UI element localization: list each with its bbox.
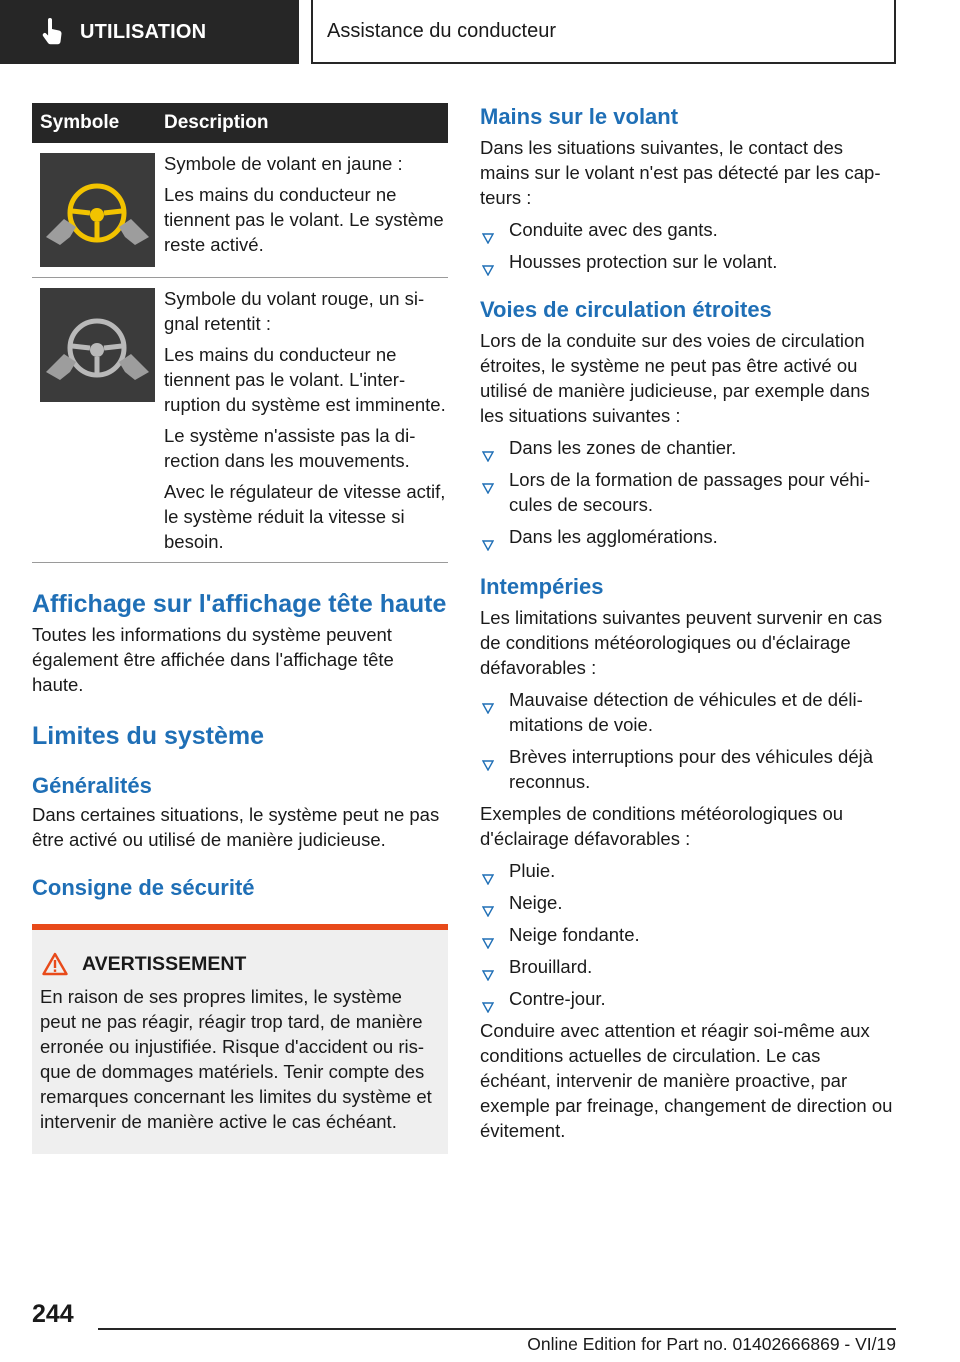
list-item: Contre-jour. [480,986,896,1011]
footer-divider [98,1328,896,1330]
section-tab[interactable] [0,0,299,64]
description-column-header: Description [156,103,448,143]
weather-list [480,687,896,794]
hands-list [480,217,896,274]
symbol-table-header [32,103,448,143]
symbol-description: Symbole du volant rouge, un signal retentit : [164,288,425,334]
general-subtitle: Généralités [32,773,152,798]
general-text: Dans certaines situations, le système peut ne pas être activé ou utilisé de manière judicieuse. [32,804,440,850]
steering-wheel-yellow-icon [40,153,155,267]
triangle-bullet-icon [482,532,494,543]
steering-wheel-red-icon [40,288,155,402]
list-item: Dans les agglomérations. [480,524,896,549]
limits-section-title: Limites du système [32,722,265,750]
triangle-bullet-icon [482,962,494,973]
symbol-description: Le système n'assiste pas la direction dans les mouvements. [164,425,416,471]
hands-section-title: Mains sur le volant [480,104,679,129]
list-item: Lors de la formation de passages pour véhicules de secours. [480,467,896,517]
symbol-column-header: Symbole [32,103,156,143]
hud-section-title: Affichage sur l'affichage tête haute [32,590,447,618]
weather-section-text: Les limitations suivantes peuvent survenir en cas de conditions météorologiques ou d'éclairage défavorables : [480,607,883,678]
warning-title: AVERTISSEMENT [82,952,247,975]
lanes-section-title: Voies de circulation étroites [480,297,772,322]
triangle-bullet-icon [482,443,494,454]
warning-text: En raison de ses propres limites, le système peut ne pas réagir, réagir trop tard, de manière erronée ou injustifiée. Risque d'accident ou risque de dommages matériels. Tenir compte des remarques concernant les limites du système et intervenir de manière active le cas échéant. [40,986,432,1132]
triangle-bullet-icon [482,257,494,268]
list-item: Neige. [480,890,896,915]
lanes-list [480,435,896,549]
symbol-description: Les mains du conducteur ne tiennent pas le volant. Le système reste activé. [164,184,444,255]
lanes-section-text: Lors de la conduite sur des voies de circulation étroites, le système ne peut pas être activé ou utilisé de manière judicieuse, par exemple dans les situations suivantes : [480,330,870,426]
left-column [32,103,448,1154]
list-item: Neige fondante. [480,922,896,947]
warning-box [32,924,448,1154]
triangle-bullet-icon [482,695,494,706]
symbol-description: Les mains du conducteur ne tiennent pas le volant. L'interruption du système est imminente. [164,344,446,415]
list-item: Housses protection sur le volant. [480,249,896,274]
table-row [32,278,448,563]
right-column [480,103,896,1143]
list-item: Pluie. [480,858,896,883]
triangle-bullet-icon [482,752,494,763]
triangle-bullet-icon [482,898,494,909]
symbol-description: Symbole de volant en jaune : [164,153,403,174]
page-number: 244 [32,1300,74,1328]
symbol-description: Avec le régulateur de vitesse actif, le système réduit la vitesse si besoin. [164,481,446,552]
table-row [32,143,448,278]
triangle-bullet-icon [482,994,494,1005]
triangle-bullet-icon [482,866,494,877]
footer-edition: Online Edition for Part no. 01402666869 - VI/19 [527,1334,896,1354]
weather-examples-text: Exemples de conditions météorologiques ou d'éclairage défavorables : [480,803,844,849]
section-tab-label: UTILISATION [80,20,207,43]
list-item: Dans les zones de chantier. [480,435,896,460]
chapter-title: Assistance du conducteur [311,0,896,64]
hud-section-text: Toutes les informations du système peuvent également être affichée dans l'affichage tête haute. [32,624,394,695]
list-item: Brèves interruptions pour des véhicules déjà reconnus. [480,744,896,794]
pointing-hand-icon [38,18,66,46]
list-item: Brouillard. [480,954,896,979]
hands-section-text: Dans les situations suivantes, le contact des mains sur le volant n'est pas détecté par les capteurs : [480,137,881,208]
weather-closing-text: Conduire avec attention et réagir soi-même aux conditions actuelles de circulation. Le cas échéant, intervenir de manière proactive, par exemple par freinage, changement de direction ou évitement. [480,1020,893,1141]
warning-triangle-icon [42,952,68,976]
symbol-table [32,103,448,563]
triangle-bullet-icon [482,225,494,236]
weather-examples-list [480,858,896,1011]
list-item: Mauvaise détection de véhicules et de délimitations de voie. [480,687,896,737]
weather-section-title: Intempéries [480,574,604,599]
safety-subtitle: Consigne de sécurité [32,875,255,900]
list-item: Conduite avec des gants. [480,217,896,242]
triangle-bullet-icon [482,930,494,941]
triangle-bullet-icon [482,475,494,486]
